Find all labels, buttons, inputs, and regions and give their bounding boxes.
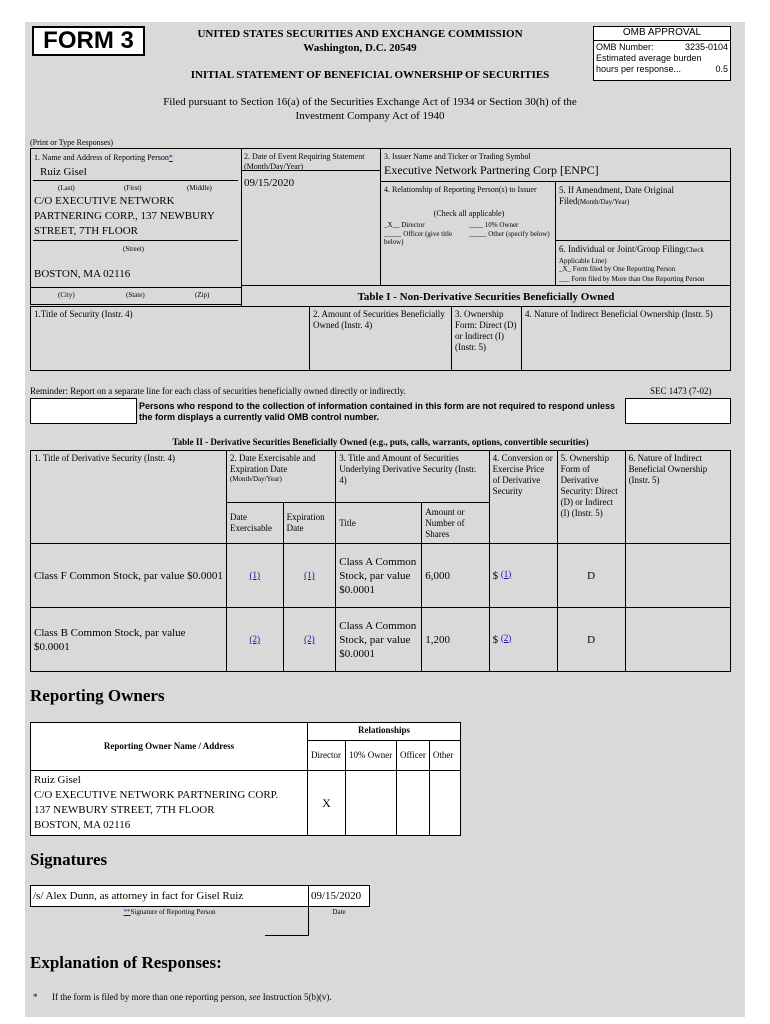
agency-name: UNITED STATES SECURITIES AND EXCHANGE COMMISSION xyxy=(197,28,523,40)
signer-name: /s/ Alex Dunn, as attorney in fact for Gisel Ruiz xyxy=(33,890,244,902)
table1-title: Table I - Non-Derivative Securities Beneficially Owned xyxy=(357,291,615,303)
box6-option1: _X_ Form filed by One Reporting Person xyxy=(559,265,676,273)
table2-col6: 6. Nature of Indirect Beneficial Ownership (Instr. 5) xyxy=(625,451,730,544)
middle-label: (Middle) xyxy=(187,184,212,192)
owner-address-line1: C/O EXECUTIVE NETWORK PARTNERING CORP. xyxy=(34,789,279,801)
expiration-footnote-link[interactable]: (1) xyxy=(304,570,315,580)
notice-right-box xyxy=(625,398,731,424)
underlying-amount: 6,000 xyxy=(422,544,489,608)
omb-number-value: 3235-0104 xyxy=(684,42,728,52)
omb-burden-label: Estimated average burden xyxy=(596,53,702,63)
table2-col2: 2. Date Exercisable and Expiration Date (Month/Day/Year) xyxy=(227,451,336,503)
explanation-star: * xyxy=(33,992,38,1002)
reporting-person-name: Ruiz Gisel xyxy=(40,166,87,178)
owner-name-header: Reporting Owner Name / Address xyxy=(31,723,308,771)
table2-sub-amount: Amount or Number of Shares xyxy=(422,503,489,544)
price-footnote-link[interactable]: (2) xyxy=(500,632,512,643)
owner-name: Ruiz Gisel xyxy=(34,774,81,786)
underlying-security-title: Class A Common Stock, par value $0.0001 xyxy=(336,544,422,608)
box6-option2: ___ Form filed by More than One Reporting Person xyxy=(559,275,705,283)
ten-pct-option: ____ 10% Owner xyxy=(469,221,519,229)
issuer-name: Executive Network Partnering Corp [ENPC] xyxy=(384,163,599,177)
zip-label: (Zip) xyxy=(195,291,210,299)
table2-col1: 1. Title of Derivative Security (Instr. 4) xyxy=(31,451,227,544)
box4-check-note: (Check all applicable) xyxy=(433,209,505,218)
table2-col5: 5. Ownership Form of Derivative Security: Direct (D) or Indirect (I) (Instr. 5) xyxy=(557,451,625,544)
omb-title: OMB APPROVAL xyxy=(594,27,730,41)
city-label: (City) xyxy=(58,291,75,299)
table2-sub-exercisable: Date Exercisable xyxy=(227,503,284,544)
table1-non-derivative xyxy=(30,306,731,371)
reporting-owners-table xyxy=(30,722,461,836)
relationships-header: Relationships xyxy=(308,723,461,741)
other-option: _____ Other (specify below) xyxy=(469,230,550,238)
conversion-price: $ $^{(2)}$ xyxy=(489,608,557,672)
omb-hours-value: 0.5 xyxy=(715,64,728,74)
table-row xyxy=(31,544,731,608)
box2-label: 2. Date of Event Requiring Statement (Month/Day/Year) xyxy=(244,152,365,171)
table-row xyxy=(31,608,731,672)
director-option: _X__ Director xyxy=(384,221,425,229)
table2-col2-sub: (Month/Day/Year) xyxy=(230,475,282,483)
explanation-heading: Explanation of Responses: xyxy=(30,953,222,972)
table2-title: Table II - Derivative Securities Beneficially Owned (e.g., puts, calls, warrants, options, convertible securities) xyxy=(172,437,589,447)
box3-label: 3. Issuer Name and Ticker or Trading Symbol xyxy=(384,152,531,161)
box1-footnote-link[interactable]: * xyxy=(168,153,173,162)
underlying-amount: 1,200 xyxy=(422,608,489,672)
price-footnote-link[interactable]: (1) xyxy=(500,568,512,579)
omb-number-label: OMB Number: xyxy=(596,42,654,52)
table1-col2: 2. Amount of Securities Beneficially Owned (Instr. 4) xyxy=(310,307,452,371)
signature-date: 09/15/2020 xyxy=(311,890,362,902)
ten-pct-header: 10% Owner xyxy=(346,741,397,771)
ownership-form: D xyxy=(557,544,625,608)
date-label: Date xyxy=(332,908,346,916)
box4-label: 4. Relationship of Reporting Person(s) to Issuer xyxy=(384,185,537,194)
first-label: (First) xyxy=(124,184,142,192)
other-header: Other xyxy=(429,741,460,771)
table2-derivative xyxy=(30,450,731,672)
signatures-heading: Signatures xyxy=(30,850,108,869)
table1-col1: 1.Title of Security (Instr. 4) xyxy=(31,307,310,371)
exercisable-footnote-link[interactable]: (1) xyxy=(249,570,261,580)
owner-address-line3: BOSTON, MA 02116 xyxy=(34,819,131,831)
director-mark: X xyxy=(308,771,346,836)
officer-option: _____ Officer (give title below) xyxy=(384,230,453,246)
signature-footnote-link[interactable]: ** xyxy=(123,908,131,916)
table2-sub-title: Title xyxy=(336,503,422,544)
conversion-price: $ $^{(1)}$ xyxy=(489,544,557,608)
state-label: (State) xyxy=(126,291,145,299)
director-header: Director xyxy=(308,741,346,771)
derivative-security-title: Class B Common Stock, par value $0.0001 xyxy=(31,608,227,672)
explanation-note: If the form is filed by more than one reporting person, see Instruction 5(b)(v). xyxy=(52,992,332,1002)
reporting-person-city: BOSTON, MA 02116 xyxy=(34,268,131,280)
reminder-text: Reminder: Report on a separate line for each class of securities beneficially owned directly or indirectly. xyxy=(30,386,406,396)
last-label: (Last) xyxy=(58,184,75,192)
sec-code: SEC 1473 (7-02) xyxy=(650,386,712,396)
table-row xyxy=(31,771,461,836)
reporting-person-address: C/O EXECUTIVE NETWORK PARTNERING CORP., 137 NEWBURY STREET, 7TH FLOOR xyxy=(34,195,215,237)
street-label: (Street) xyxy=(123,245,144,253)
ownership-form: D xyxy=(557,608,625,672)
agency-location: Washington, D.C. 20549 xyxy=(303,42,417,54)
reporting-owners-heading: Reporting Owners xyxy=(30,686,165,705)
omb-approval-box xyxy=(593,26,731,81)
underlying-security-title: Class A Common Stock, par value $0.0001 xyxy=(336,608,422,672)
omb-notice: Persons who respond to the collection of information contained in this form are not required to respond unless the form displays a currently valid OMB control number. xyxy=(139,401,616,422)
box5-sub: (Month/Day/Year) xyxy=(577,198,630,206)
table2-col4: 4. Conversion or Exercise Price of Derivative Security xyxy=(489,451,557,544)
exercisable-footnote-link[interactable]: (2) xyxy=(249,634,261,644)
table1-col4: 4. Nature of Indirect Beneficial Ownership (Instr. 5) xyxy=(522,307,731,371)
owner-address-line2: 137 NEWBURY STREET, 7TH FLOOR xyxy=(34,804,215,816)
filed-pursuant-text: Filed pursuant to Section 16(a) of the Securities Exchange Act of 1934 or Section 30(h) of the Investment Company Act of 1940 xyxy=(163,96,577,122)
derivative-security-title: Class F Common Stock, par value $0.0001 xyxy=(31,544,227,608)
table1-col3: 3. Ownership Form: Direct (D) or Indirect (I) (Instr. 5) xyxy=(452,307,522,371)
table2-sub-expiration: Expiration Date xyxy=(283,503,336,544)
box5-label: 5. If Amendment, Date Original Filed(Month/Day/Year) xyxy=(559,185,674,206)
officer-header: Officer xyxy=(397,741,430,771)
event-date: 09/15/2020 xyxy=(244,177,295,189)
signature-label: **Signature of Reporting Person xyxy=(123,908,216,916)
print-note: (Print or Type Responses) xyxy=(30,138,114,147)
box6-sub: (Check Applicable Line) xyxy=(559,246,704,265)
notice-left-box xyxy=(30,398,137,424)
box1-label: 1. Name and Address of Reporting Person* xyxy=(34,153,173,162)
form-title: FORM 3 xyxy=(32,26,145,56)
box6-label: 6. Individual or Joint/Group Filing(Check Applicable Line) xyxy=(559,244,704,265)
statement-title: INITIAL STATEMENT OF BENEFICIAL OWNERSHIP OF SECURITIES xyxy=(190,69,550,81)
table2-col3: 3. Title and Amount of Securities Underlying Derivative Security (Instr. 4) xyxy=(336,451,489,503)
expiration-footnote-link[interactable]: (2) xyxy=(304,634,315,644)
omb-hours-label: hours per response... xyxy=(596,64,682,74)
